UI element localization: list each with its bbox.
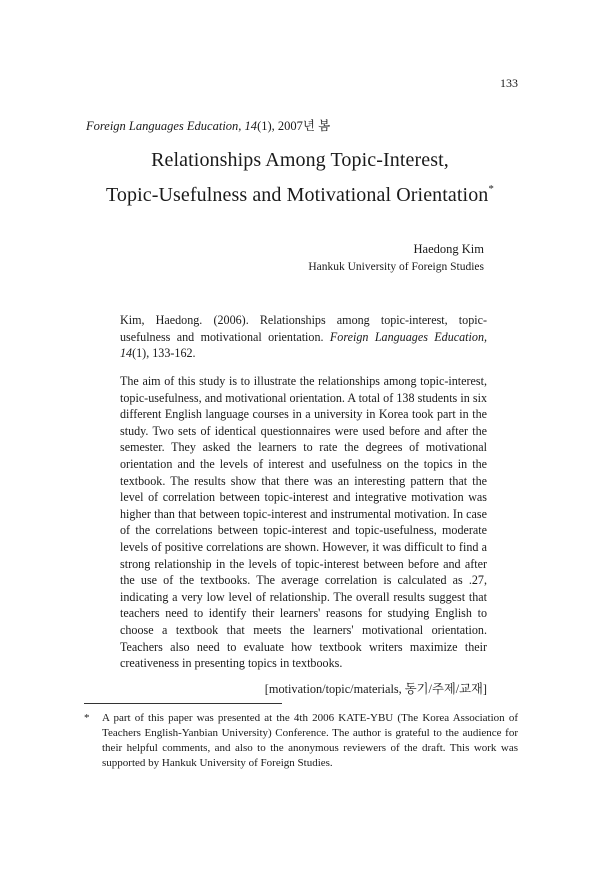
title-line-2-text: Topic-Usefulness and Motivational Orientation — [105, 184, 489, 206]
paper-title — [40, 146, 560, 210]
title-line-1: Relationships Among Topic-Interest, — [151, 149, 449, 171]
title-line-2 — [40, 175, 560, 210]
citation-journal: Foreign Languages Education, 14 — [120, 329, 488, 361]
citation-lead: Kim, Haedong. (2006). Relationships among topic-interest, topic-usefulness and motivational orientation. — [120, 313, 487, 344]
footnote — [84, 711, 518, 771]
footnote-text: A part of this paper was presented at the 4th 2006 KATE-YBU (The Korea Association of Teachers English-Yanbian University) Conference. The author is grateful to the audience for their helpful comments, and also to the anonymous reviewers of the draft. This work was supported by Hankuk University of Foreign Studies. — [102, 712, 518, 769]
page-number: 133 — [500, 76, 518, 90]
citation-tail: (1), 133-162. — [132, 346, 196, 361]
author-affiliation: Hankuk University of Foreign Studies — [308, 261, 484, 273]
author-name: Haedong Kim — [413, 242, 484, 256]
title-footnote-marker: * — [488, 183, 495, 195]
journal-name: Foreign Languages Education, 14 — [86, 119, 258, 133]
journal-header — [86, 116, 330, 134]
footnote-divider — [84, 703, 282, 704]
journal-issue: (1), 2007년 봄 — [257, 119, 331, 133]
footnote-marker: * — [84, 712, 90, 724]
keywords: [motivation/topic/materials, 동기/주제/교재] — [264, 682, 487, 696]
abstract: The aim of this study is to illustrate the relationships among topic-interest, topic-usefulness, and motivational orientation. A total of 138 students in six different English language courses in a university in Korea took part in the study. Two sets of identical questionnaires were used before and after the semester. They asked the learners to rate the degrees of motivational orientation and the levels of interest and usefulness on the topics in the textbook. The results show that there was an interesting pattern that the level of correlation between topic-interest and integrative motivation was higher than that between topic-interest and instrumental motivation. In case of the correlations between topic-interest and topic-usefulness, moderate levels of positive correlations are shown. However, it was difficult to find a strong relationship in the levels of topic-interest between before and after the use of the textbooks. The average correlation is calculated as .27, indicating a very low level of relationship. The overall results suggest that teachers need to identify their learners' reasons for studying English to choose a textbook that meets the learners' motivational orientation. Teachers also need to evaluate how textbook writers maximize their creativeness in presenting topics in textbooks. — [120, 374, 487, 671]
citation — [120, 312, 487, 362]
